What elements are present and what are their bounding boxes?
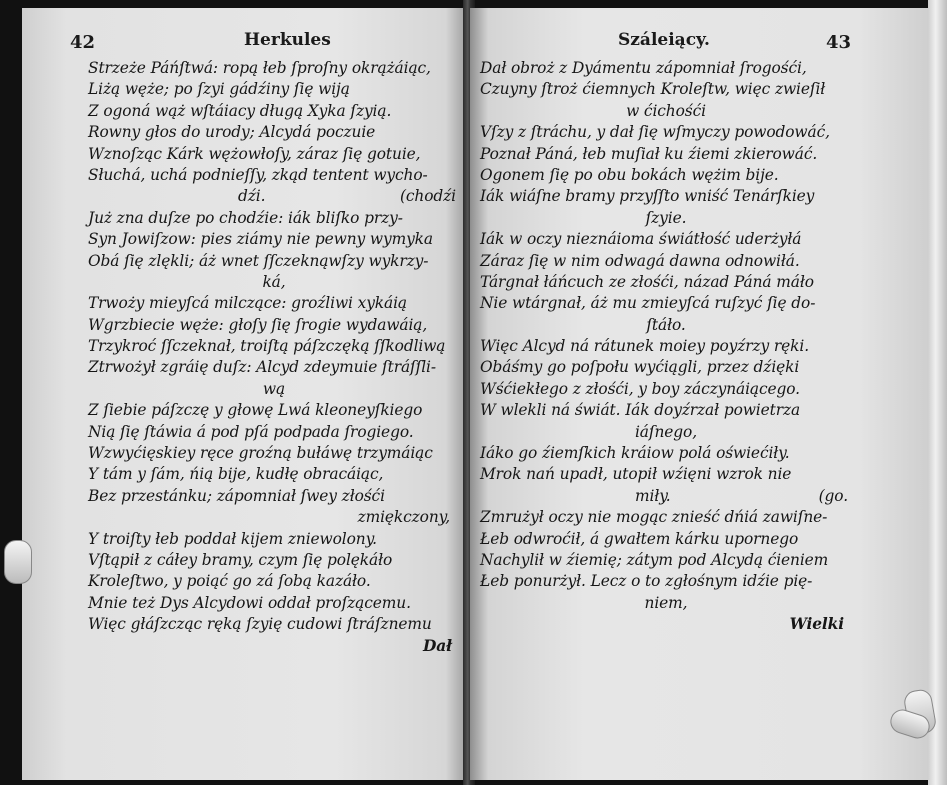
text-line-split	[88, 186, 460, 207]
text-line: Mnie też Dys Alcydowi oddał proſzącemu.	[88, 593, 411, 612]
text-line: Iáko go źiemſkich kráiow polá oświećiły.	[480, 444, 790, 463]
text-line: Już zna duſze po chodźie: iák bliſko przy-	[88, 208, 403, 227]
text-line: Łeb ponurżył. Lecz o to zgłośnym idźie pię-	[480, 572, 813, 591]
text-line-continuation: w ćichośći	[626, 101, 706, 120]
text-line: Y troiſty łeb poddał kijem zniewolony.	[88, 529, 377, 548]
text-line: Nie wtárgnał, áż mu zmieyſcá ruſzyć ſię do-	[480, 294, 816, 313]
text-line: Obá ſię zlękli; áż wnet ſſczeknąwſzy wykrzy-	[88, 251, 429, 270]
text-line: Wzwyćięskiey ręce groźną bułáwę trzymáiąc	[88, 444, 433, 463]
text-line-continuation: iáſnego,	[634, 422, 698, 441]
text-line: Iák w oczy nieznáioma świátłość uderżyłá	[480, 230, 802, 249]
text-line: Tárgnał łáńcuch ze złośći, názad Páná máło	[480, 272, 814, 291]
right-page-header	[470, 30, 928, 56]
text-line: Kroleſtwo, y poiąć go zá ſobą kazáło.	[88, 572, 371, 591]
text-line: Nią ſię ſtáwia á pod pſá podpada ſrogiego.	[88, 422, 414, 441]
text-line: Záraz ſię w nim odwagá dawna odnowiłá.	[480, 251, 800, 270]
left-page	[22, 8, 468, 780]
text-line: Obáśmy go poſpołu wyćiągli, przez dźięki	[480, 358, 800, 377]
text-line: Liżą węże; po ſzyi gádźiny ſię wiją	[88, 80, 350, 99]
text-line: Poznał Páná, łeb muſiał ku źiemi zkierowáć.	[480, 144, 818, 163]
right-page-text	[480, 58, 852, 636]
text-line: Łeb odwroćił, á gwałtem kárku upornego	[480, 529, 799, 548]
text-line-fragment: miły.	[635, 486, 671, 505]
text-line: Z ogoná wąż wſtáiacy długą Xyka ſzyią.	[88, 101, 392, 120]
text-line-continuation: niem,	[644, 593, 688, 612]
text-line: Wgrzbiecie węże: głoſy ſię ſrogie wydawáią,	[88, 315, 428, 334]
text-line-continuation: zmiękczony,	[357, 508, 450, 527]
text-line: Trwoży mieyſcá milczące: groźliwi xykáią	[88, 294, 408, 313]
text-line-fragment: dźi.	[238, 187, 266, 206]
text-line: Dał obroż z Dyámentu zápomniał ſrogośći,	[480, 59, 807, 77]
text-line: Iák wiáſne bramy przyſſto wniść Tenárſkiey	[480, 187, 815, 206]
text-line: Ogonem ſię po obu bokách wężim bije.	[480, 165, 779, 184]
text-line-fragment: (go.	[818, 486, 848, 505]
text-line: Z ſiebie páſzczę y głowę Lwá kleoneyſkiego	[88, 401, 423, 420]
text-line: Vſtąpił z cáłey bramy, czym ſię polękáło	[88, 550, 393, 569]
text-line: Y tám y ſám, ńią bije, kudłę obracáiąc,	[88, 465, 384, 484]
text-line: Mrok nań upadł, utopił wźięni wzrok nie	[480, 465, 792, 484]
left-page-header	[22, 30, 468, 56]
text-line: Syn Jowiſzow: pies ziámy nie pewny wymyka	[88, 230, 433, 249]
text-line: Strzeże Páńſtwá: ropą łeb ſproſny okrążáiąc,	[88, 59, 431, 77]
text-line: Rowny głos do urody; Alcydá poczuie	[88, 123, 376, 142]
text-line: Słuchá, uchá podnieſſy, zkąd tentent wycho-	[88, 165, 428, 184]
right-page-number: 43	[826, 32, 852, 53]
left-page-text	[88, 58, 460, 657]
text-line-continuation: ſzyie.	[645, 208, 687, 227]
left-page-number: 42	[70, 32, 96, 53]
text-line: Więc Alcyd ná rátunek moiey poyźrzy ręki.	[480, 337, 809, 356]
text-line: Wśćiekłego z złośći, y boy záczynáiącego.	[480, 379, 800, 398]
text-line: Czuyny ſtroż ćiemnych Kroleſtw, więc zwieſił	[480, 80, 826, 99]
right-page	[470, 8, 928, 780]
catchword: Dał	[423, 636, 452, 655]
text-line: Ztrwożył zgráię duſz: Alcyd zdeymuie ſtráſſli-	[88, 358, 436, 377]
text-line-continuation: ká,	[262, 272, 286, 291]
page-edge	[928, 0, 947, 785]
text-line: W wlekli ná świát. Iák doyźrzał powietrza	[480, 401, 801, 420]
text-line: Trzykroć ſſczeknał, troiſtą páſzczęką ſſkodliwą	[88, 337, 446, 356]
catchword: Wielki	[789, 615, 844, 634]
text-line: Wznoſząc Kárk wężowłoſy, záraz ſię gotuie,	[88, 144, 421, 163]
text-line: Zmrużył oczy nie mogąc znieść dńiá zawiſne-	[480, 508, 828, 527]
text-line-continuation: wą	[262, 379, 286, 398]
text-line: Więc głáſzcząc ręką ſzyię cudowi ſtráſznemu	[88, 615, 432, 634]
left-running-head: Herkules	[244, 30, 331, 50]
text-line: Bez przestánku; zápomniał ſwey złośći	[88, 486, 385, 505]
text-line-split	[480, 486, 852, 507]
text-line: Nachylił w źiemię; zátym pod Alcydą ćieniem	[480, 550, 829, 569]
text-line-fragment: (chodźi	[400, 187, 456, 206]
book-clip	[4, 540, 32, 584]
text-line-continuation: ſtáło.	[646, 315, 686, 334]
right-running-head: Száleiący.	[618, 30, 710, 50]
text-line: Vſzy z ſtráchu, y dał ſię wſmyczy powodowáć,	[480, 123, 830, 142]
